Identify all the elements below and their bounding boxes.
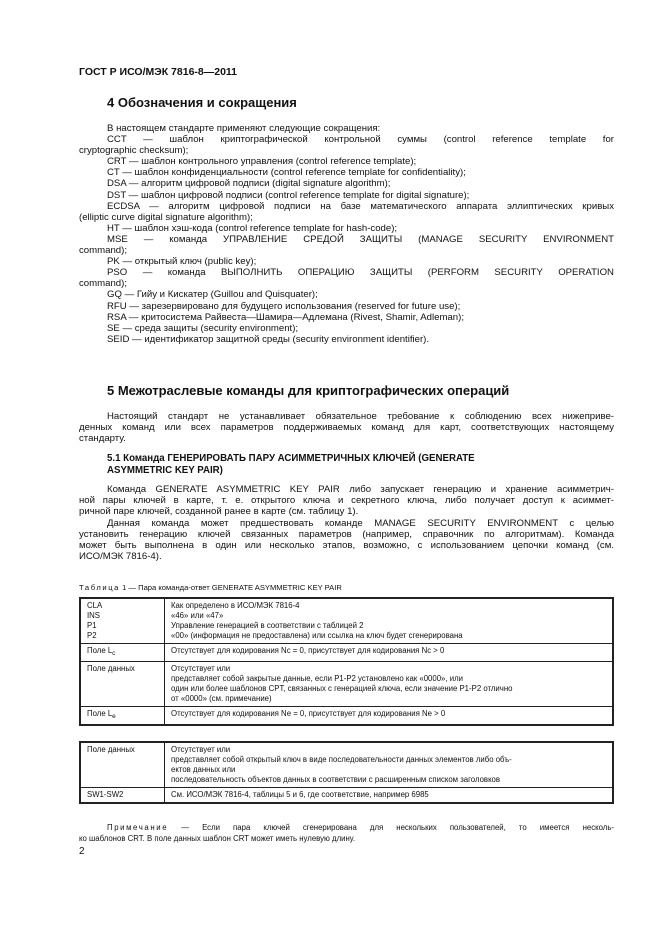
section-5-para-2-line-3: ричной паре ключей, созданной ранее в карте (см. таблицу 1). bbox=[79, 506, 359, 517]
response-data-line: Отсутствует или bbox=[171, 745, 231, 754]
ins-label: INS bbox=[87, 611, 100, 620]
table-1-command bbox=[79, 597, 614, 726]
abbreviation-entry: CT — шаблон конфиденциальности (control reference template for confidentiality); bbox=[107, 167, 466, 179]
section-5-para-3-line-1: Данная команда может предшествовать команде MANAGE SECURITY ENVIRONMENT с целью bbox=[107, 518, 614, 529]
table-row bbox=[80, 662, 613, 707]
abbreviations-intro: В настоящем стандарте применяют следующие сокращения: bbox=[107, 123, 381, 134]
response-data-line: представляет собой открытый ключ в виде последовательности данных элементов либо объ- bbox=[171, 755, 512, 764]
abbreviation-entry: DSA — алгоритм цифровой подписи (digital signature algorithm); bbox=[107, 178, 391, 190]
section-5-para-2-line-2: ной пары ключей в карте, т. е. открытого ключа и секретного ключа, либо получает доступ к асиммет- bbox=[79, 495, 614, 506]
table-row bbox=[80, 707, 613, 726]
le-field-label bbox=[80, 707, 165, 726]
p1-label: P1 bbox=[87, 621, 97, 630]
table-row bbox=[80, 788, 613, 804]
lc-label-text: Поле L bbox=[87, 646, 113, 655]
subsection-5-1-title-line-2: ASYMMETRIC KEY PAIR) bbox=[107, 465, 223, 476]
data-field-line: от «0000» (см. примечание) bbox=[171, 694, 272, 703]
section-5-title: 5 Межотраслевые команды для криптографических операций bbox=[107, 383, 510, 398]
data-field-line: представляет собой закрытые данные, если P1-P2 установлено как «0000», или bbox=[171, 674, 463, 683]
abbreviation-entry: HT — шаблон хэш-кода (control reference template for hash-code); bbox=[107, 222, 398, 234]
response-data-line: ектов данных или bbox=[171, 765, 236, 774]
table-row bbox=[80, 644, 613, 662]
sw1-sw2-value: См. ИСО/МЭК 7816-4, таблицы 5 и 6, где соответствие, например 6985 bbox=[165, 788, 614, 804]
abbreviation-entry: CRT — шаблон контрольного управления (control reference template); bbox=[107, 156, 417, 168]
abbreviation-entry: GQ — Гийу и Кискатер (Guillou and Quisquater); bbox=[107, 289, 318, 301]
page-number: 2 bbox=[79, 846, 85, 857]
lc-field-label bbox=[80, 644, 165, 662]
data-field-line: один или более шаблонов CPT, связанных с генерацией ключа, если значение P1-P2 отлично bbox=[171, 684, 513, 693]
table-note bbox=[79, 822, 614, 844]
abbreviation-entry-continuation: (elliptic curve digital signature algorithm); bbox=[79, 211, 253, 223]
abbreviation-entry: DST — шаблон цифровой подписи (control reference template for digital signature); bbox=[107, 189, 470, 201]
abbreviation-entry-continuation: cryptographic checksum); bbox=[79, 145, 189, 157]
table-1-response bbox=[79, 741, 614, 804]
subsection-5-1-title-line-1: 5.1 Команда ГЕНЕРИРОВАТЬ ПАРУ АСИММЕТРИЧНЫХ КЛЮЧЕЙ (GENERATE bbox=[107, 453, 475, 464]
sw1-sw2-label: SW1-SW2 bbox=[80, 788, 165, 804]
section-5-para-3-line-3: может быть выполнена в один или несколько этапов, возможно, с использованием цепочки команд (см. bbox=[79, 540, 614, 551]
data-field-label: Поле данных bbox=[80, 662, 165, 707]
lc-field-value: Отсутствует для кодирования Nc = 0, присутствует для кодирования Nc > 0 bbox=[165, 644, 614, 662]
data-field-line: Отсутствует или bbox=[171, 664, 231, 673]
section-4-title: 4 Обозначения и сокращения bbox=[107, 95, 297, 110]
abbreviation-entry: SEID — идентификатор защитной среды (security environment identifier). bbox=[107, 333, 430, 345]
cla-label: CLA bbox=[87, 601, 103, 610]
lc-subscript: c bbox=[112, 650, 116, 657]
response-data-field-value bbox=[165, 742, 614, 788]
response-data-field-label: Поле данных bbox=[80, 742, 165, 788]
section-5-para-2-line-1: Команда GENERATE ASYMMETRIC KEY PAIR либо запускает генерацию и хранение асимметрич- bbox=[107, 484, 614, 495]
table-cell-labels bbox=[80, 598, 165, 644]
cla-value: Как определено в ИСО/МЭК 7816-4 bbox=[171, 601, 300, 610]
abbreviation-entry: MSE — команда УПРАВЛЕНИЕ СРЕДОЙ ЗАЩИТЫ (MANAGE SECURITY ENVIRONMENT bbox=[107, 233, 614, 245]
table-cell-values bbox=[165, 598, 614, 644]
section-5-para-3-line-4: ИСО/МЭК 7816-4). bbox=[79, 551, 162, 562]
le-label-text: Поле L bbox=[87, 709, 113, 718]
abbreviation-entry: CCT — шаблон криптографической контрольной суммы (control reference template for bbox=[107, 134, 614, 146]
note-text-1: — Если пара ключей сгенерирована для нескольких пользователей, то имеется несколь- bbox=[168, 823, 614, 832]
p1-value: Управление генерацией в соответствии с таблицей 2 bbox=[171, 621, 364, 630]
abbreviation-entries bbox=[79, 134, 614, 345]
response-data-line: последовательность объектов данных в соответствии с расширенным списком заголовков bbox=[171, 775, 501, 784]
section-5-para-1-line-1: Настоящий стандарт не устанавливает обязательное требование к соблюдению всех нижеприве- bbox=[107, 411, 614, 422]
abbreviation-entry: RFU — зарезервировано для будущего использования (reserved for future use); bbox=[107, 300, 461, 312]
table-caption-text: 1 — Пара команда-ответ GENERATE ASYMMETRIC KEY PAIR bbox=[119, 583, 342, 592]
section-5-para-1-line-3: стандарту. bbox=[79, 433, 126, 444]
p2-label: P2 bbox=[87, 631, 97, 640]
section-5-para-3-line-2: установить генерацию ключей связанных параметров (например, справочник по алгоритмам). Команда bbox=[79, 529, 614, 540]
document-header: ГОСТ Р ИСО/МЭК 7816-8—2011 bbox=[79, 66, 238, 78]
abbreviation-entry-continuation: command); bbox=[79, 245, 127, 257]
data-field-value bbox=[165, 662, 614, 707]
le-subscript: e bbox=[112, 713, 116, 720]
section-5-para-1-line-2: денных команд или всех параметров поддерживаемых команд для карт, соответствующих настоящему bbox=[79, 422, 614, 433]
abbreviation-entry: PSO — команда ВЫПОЛНИТЬ ОПЕРАЦИЮ ЗАЩИТЫ (PERFORM SECURITY OPERATION bbox=[107, 267, 614, 279]
note-line-1 bbox=[79, 822, 614, 833]
abbreviation-entry: SE — среда защиты (security environment); bbox=[107, 322, 299, 334]
abbreviation-entry: RSA — критосистема Райвеста—Шамира—Адлемана (Rivest, Shamir, Adleman); bbox=[107, 311, 464, 323]
table-row bbox=[80, 598, 613, 644]
le-field-value: Отсутствует для кодирования Ne = 0, присутствует для кодирования Ne > 0 bbox=[165, 707, 614, 726]
abbreviation-entry-continuation: command); bbox=[79, 278, 127, 290]
abbreviations-list bbox=[79, 123, 614, 345]
note-word: Примечание bbox=[107, 823, 169, 832]
abbreviation-entry: PK — открытый ключ (public key); bbox=[107, 256, 257, 268]
p2-value: «00» (информация не предоставлена) или ссылка на ключ будет сгенерирована bbox=[171, 631, 463, 640]
abbreviation-entry: ECDSA — алгоритм цифровой подписи на базе математического аппарата эллиптических кривых bbox=[107, 200, 614, 212]
table-caption-word: Таблица bbox=[79, 583, 120, 592]
ins-value: «46» или «47» bbox=[171, 611, 224, 620]
table-1-caption bbox=[79, 583, 342, 592]
table-row bbox=[80, 742, 613, 788]
note-line-2: ко шаблонов CRT. В поле данных шаблон CRT может иметь нулевую длину. bbox=[79, 834, 356, 843]
